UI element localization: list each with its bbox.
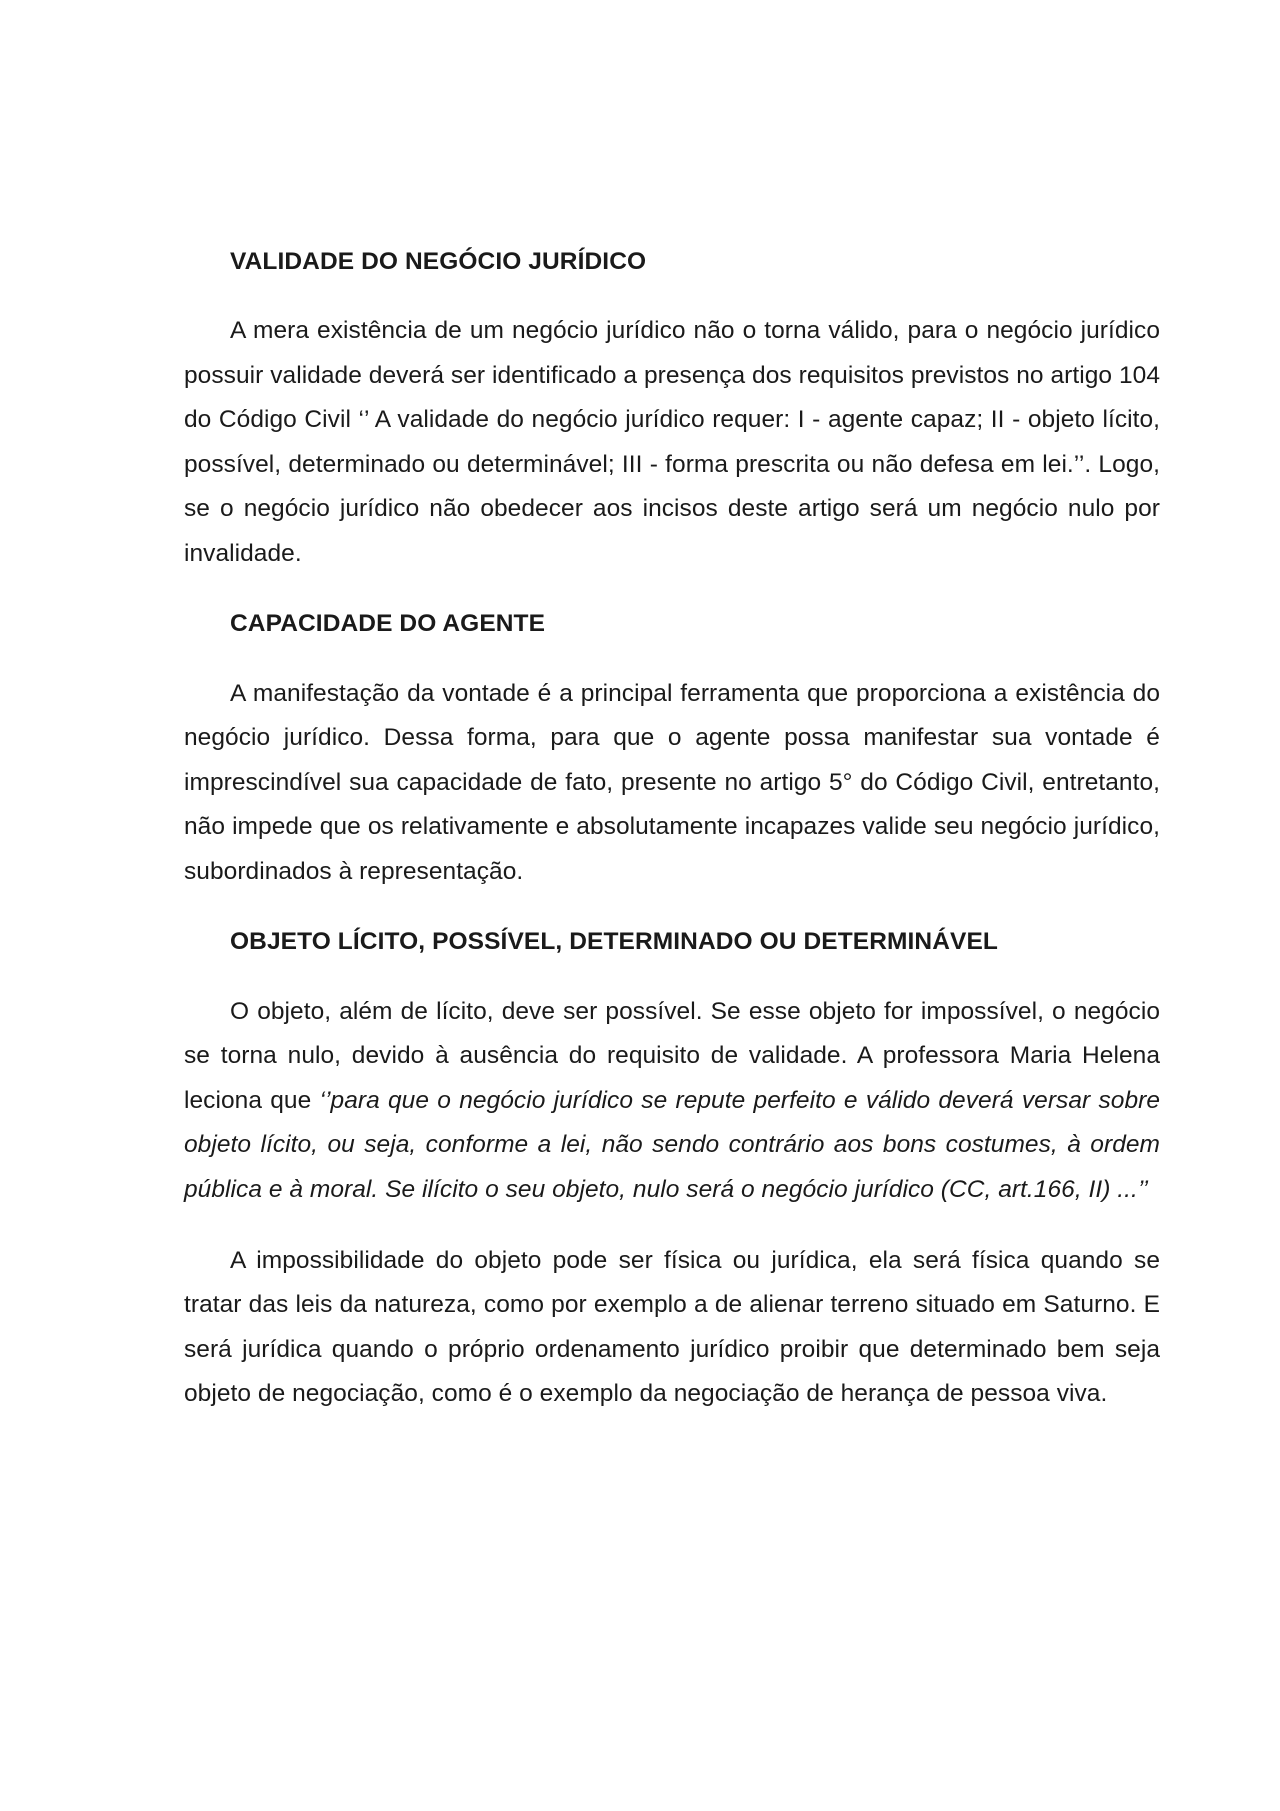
section-heading-validade: VALIDADE DO NEGÓCIO JURÍDICO <box>230 248 647 275</box>
paragraph-validade: A mera existência de um negócio jurídico não o torna válido, para o negócio jurídico possuir validade deverá ser identificado a presença dos requisitos previstos no artigo 104 do Código Civil ‘’ A validade do negócio jurídico requer: I - agente capaz; II - objeto lícito, possível, determinado ou determinável; III - forma prescrita ou não defesa em lei.’’. Logo, se o negócio jurídico não obedecer aos incisos deste artigo será um negócio nulo por invalidade. <box>184 317 1160 567</box>
quote-maria-helena: ‘’para que o negócio jurídico se repute perfeito e válido deverá versar sobre objeto lícito, ou seja, conforme a lei, não sendo contrário aos bons costumes, à ordem pública e à moral. Se ilícito o seu objeto, nulo será o negócio jurídico (CC, art.166, II) ...’’ <box>184 1086 1160 1203</box>
section-heading-objeto: OBJETO LÍCITO, POSSÍVEL, DETERMINADO OU DETERMINÁVEL <box>230 927 998 955</box>
paragraph-objeto-licito <box>184 990 1160 1213</box>
paragraph-objeto-licito-text: O objeto, além de lícito, deve ser possível. Se esse objeto for impossível, o negócio se torna nulo, devido à ausência do requisito de validade. A professora Maria Helena leciona que <box>184 997 1160 1114</box>
paragraph-impossibilidade: A impossibilidade do objeto pode ser física ou jurídica, ela será física quando se tratar das leis da natureza, como por exemplo a de alienar terreno situado em Saturno. E será jurídica quando o próprio ordenamento jurídico proibir que determinado bem seja objeto de negociação, como é o exemplo da negociação de herança de pessoa viva. <box>184 1246 1160 1408</box>
section-heading-capacidade: CAPACIDADE DO AGENTE <box>230 609 546 637</box>
paragraph-capacidade: A manifestação da vontade é a principal ferramenta que proporciona a existência do negócio jurídico. Dessa forma, para que o agente possa manifestar sua vontade é imprescindível sua capacidade de fato, presente no artigo 5° do Código Civil, entretanto, não impede que os relativamente e absolutamente incapazes valide seu negócio jurídico, subordinados à representação. <box>184 679 1160 885</box>
document-body <box>184 240 1160 1417</box>
